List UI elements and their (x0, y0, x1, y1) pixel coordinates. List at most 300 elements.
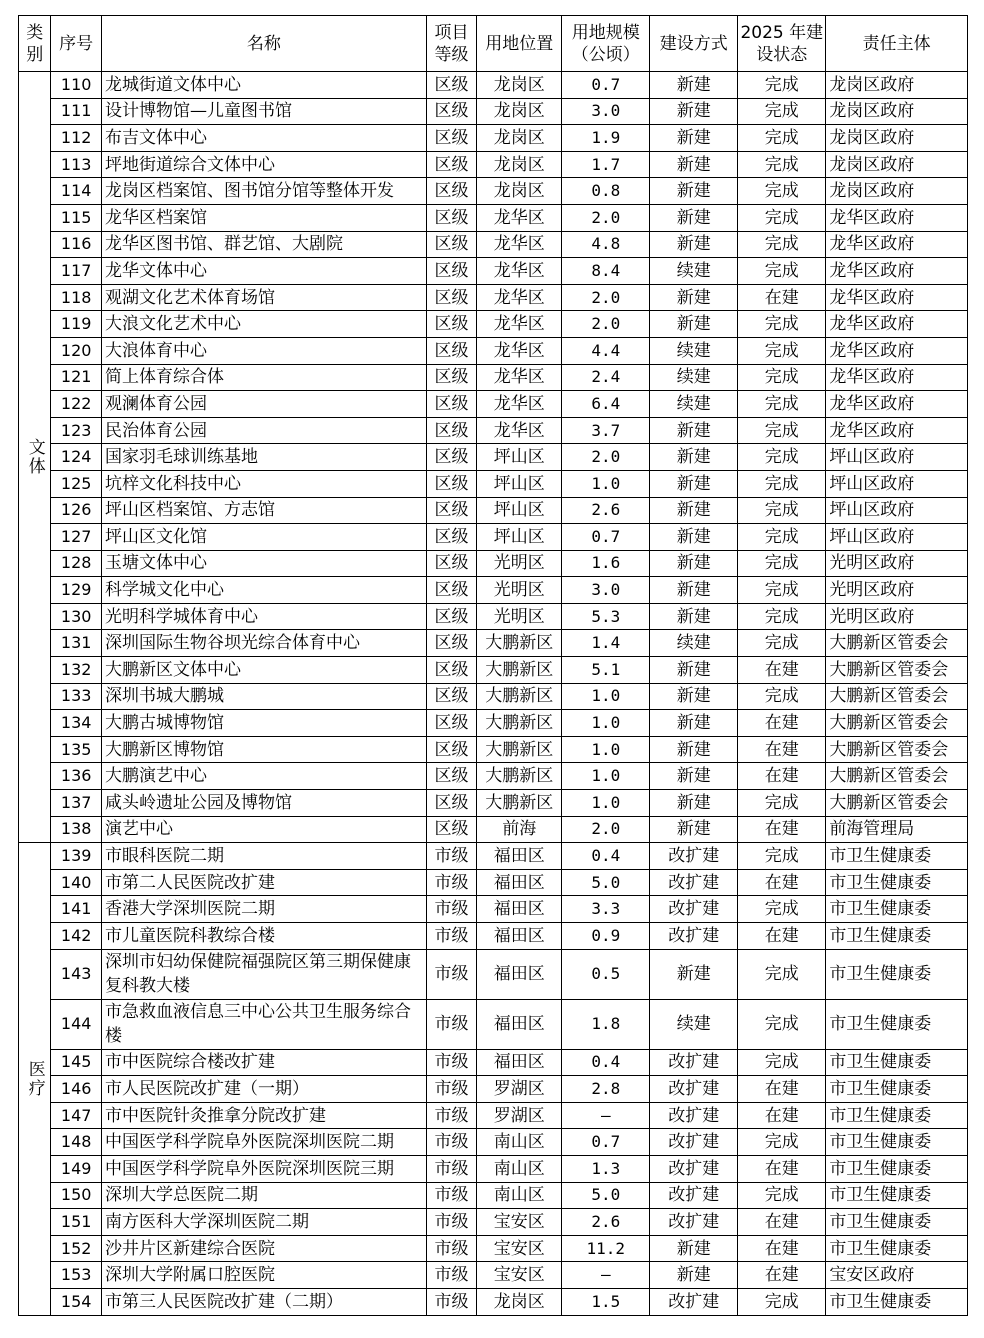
name-cell: 观湖文化艺术体育场馆 (101, 284, 426, 311)
table-row (19, 98, 968, 125)
location-cell: 光明区 (477, 577, 562, 604)
table-row (19, 790, 968, 817)
table-row (19, 1288, 968, 1315)
level-cell: 市级 (426, 843, 477, 870)
owner-cell: 大鹏新区管委会 (826, 736, 968, 763)
scale-cell: 5.0 (562, 1182, 650, 1209)
method-cell: 新建 (650, 736, 738, 763)
name-cell: 市中医院综合楼改扩建 (101, 1049, 426, 1076)
method-cell: 新建 (650, 125, 738, 152)
seq-cell: 149 (51, 1155, 102, 1182)
seq-cell: 145 (51, 1049, 102, 1076)
method-cell: 新建 (650, 417, 738, 444)
seq-cell: 125 (51, 470, 102, 497)
owner-cell: 市卫生健康委 (826, 1076, 968, 1103)
name-cell: 沙井片区新建综合医院 (101, 1235, 426, 1262)
method-cell: 新建 (650, 284, 738, 311)
method-cell: 新建 (650, 657, 738, 684)
level-cell: 区级 (426, 497, 477, 524)
header-method: 建设方式 (650, 16, 738, 72)
name-cell: 坪山区档案馆、方志馆 (101, 497, 426, 524)
location-cell: 坪山区 (477, 497, 562, 524)
scale-cell: 3.0 (562, 98, 650, 125)
level-cell: 区级 (426, 151, 477, 178)
table-row (19, 1102, 968, 1129)
table-row (19, 231, 968, 258)
status-cell: 在建 (738, 869, 826, 896)
table-row (19, 923, 968, 950)
name-cell: 市第三人民医院改扩建（二期） (101, 1288, 426, 1315)
location-cell: 光明区 (477, 550, 562, 577)
scale-cell: 2.0 (562, 444, 650, 471)
seq-cell: 121 (51, 364, 102, 391)
owner-cell: 龙华区政府 (826, 258, 968, 285)
scale-cell: 2.0 (562, 311, 650, 338)
method-cell: 新建 (650, 151, 738, 178)
name-cell: 龙华区档案馆 (101, 204, 426, 231)
scale-cell: 5.0 (562, 869, 650, 896)
status-cell: 在建 (738, 816, 826, 843)
owner-cell: 坪山区政府 (826, 497, 968, 524)
location-cell: 龙岗区 (477, 1288, 562, 1315)
scale-cell: 2.4 (562, 364, 650, 391)
status-cell: 完成 (738, 417, 826, 444)
location-cell: 龙华区 (477, 311, 562, 338)
owner-cell: 市卫生健康委 (826, 1129, 968, 1156)
scale-cell: 1.0 (562, 763, 650, 790)
header-name: 名称 (101, 16, 426, 72)
method-cell: 续建 (650, 364, 738, 391)
name-cell: 大鹏新区文体中心 (101, 657, 426, 684)
location-cell: 福田区 (477, 896, 562, 923)
name-cell: 市第二人民医院改扩建 (101, 869, 426, 896)
name-cell: 玉塘文体中心 (101, 550, 426, 577)
table-row (19, 1262, 968, 1289)
table-row (19, 603, 968, 630)
method-cell: 改扩建 (650, 896, 738, 923)
method-cell: 改扩建 (650, 1155, 738, 1182)
header-status: 2025 年建设状态 (738, 16, 826, 72)
method-cell: 续建 (650, 258, 738, 285)
status-cell: 完成 (738, 630, 826, 657)
owner-cell: 龙华区政府 (826, 284, 968, 311)
status-cell: 完成 (738, 1288, 826, 1315)
location-cell: 宝安区 (477, 1235, 562, 1262)
method-cell: 新建 (650, 790, 738, 817)
scale-cell: — (562, 1102, 650, 1129)
owner-cell: 龙岗区政府 (826, 72, 968, 99)
location-cell: 光明区 (477, 603, 562, 630)
status-cell: 完成 (738, 204, 826, 231)
status-cell: 完成 (738, 391, 826, 418)
table-row (19, 896, 968, 923)
location-cell: 龙华区 (477, 391, 562, 418)
level-cell: 区级 (426, 178, 477, 205)
status-cell: 完成 (738, 151, 826, 178)
seq-cell: 126 (51, 497, 102, 524)
seq-cell: 122 (51, 391, 102, 418)
location-cell: 宝安区 (477, 1209, 562, 1236)
owner-cell: 大鹏新区管委会 (826, 710, 968, 737)
name-cell: 市人民医院改扩建（一期） (101, 1076, 426, 1103)
scale-cell: 0.4 (562, 843, 650, 870)
method-cell: 改扩建 (650, 843, 738, 870)
name-cell: 坪山区文化馆 (101, 524, 426, 551)
table-row (19, 417, 968, 444)
table-row (19, 869, 968, 896)
status-cell: 在建 (738, 710, 826, 737)
scale-cell: 3.3 (562, 896, 650, 923)
method-cell: 新建 (650, 816, 738, 843)
owner-cell: 市卫生健康委 (826, 999, 968, 1049)
location-cell: 坪山区 (477, 524, 562, 551)
table-row (19, 72, 968, 99)
table-row (19, 178, 968, 205)
status-cell: 在建 (738, 1209, 826, 1236)
method-cell: 续建 (650, 337, 738, 364)
status-cell: 完成 (738, 603, 826, 630)
owner-cell: 龙岗区政府 (826, 151, 968, 178)
seq-cell: 138 (51, 816, 102, 843)
project-table-container (18, 15, 968, 1316)
scale-cell: 5.1 (562, 657, 650, 684)
owner-cell: 大鹏新区管委会 (826, 763, 968, 790)
method-cell: 改扩建 (650, 869, 738, 896)
name-cell: 大浪体育中心 (101, 337, 426, 364)
owner-cell: 龙岗区政府 (826, 125, 968, 152)
name-cell: 坑梓文化科技中心 (101, 470, 426, 497)
level-cell: 区级 (426, 470, 477, 497)
method-cell: 新建 (650, 710, 738, 737)
method-cell: 新建 (650, 178, 738, 205)
name-cell: 咸头岭遗址公园及博物馆 (101, 790, 426, 817)
name-cell: 大鹏演艺中心 (101, 763, 426, 790)
method-cell: 新建 (650, 603, 738, 630)
location-cell: 龙华区 (477, 231, 562, 258)
location-cell: 宝安区 (477, 1262, 562, 1289)
name-cell: 深圳国际生物谷坝光综合体育中心 (101, 630, 426, 657)
name-cell: 深圳大学附属口腔医院 (101, 1262, 426, 1289)
name-cell: 大鹏新区博物馆 (101, 736, 426, 763)
level-cell: 市级 (426, 1155, 477, 1182)
table-row (19, 1155, 968, 1182)
location-cell: 龙岗区 (477, 72, 562, 99)
name-cell: 龙城街道文体中心 (101, 72, 426, 99)
status-cell: 完成 (738, 337, 826, 364)
status-cell: 完成 (738, 1182, 826, 1209)
status-cell: 在建 (738, 657, 826, 684)
seq-cell: 146 (51, 1076, 102, 1103)
status-cell: 完成 (738, 683, 826, 710)
location-cell: 龙华区 (477, 364, 562, 391)
location-cell: 龙岗区 (477, 98, 562, 125)
header-scale: 用地规模（公顷） (562, 16, 650, 72)
location-cell: 龙华区 (477, 258, 562, 285)
table-body (19, 72, 968, 1316)
level-cell: 区级 (426, 816, 477, 843)
name-cell: 南方医科大学深圳医院二期 (101, 1209, 426, 1236)
owner-cell: 龙华区政府 (826, 417, 968, 444)
name-cell: 国家羽毛球训练基地 (101, 444, 426, 471)
seq-cell: 147 (51, 1102, 102, 1129)
seq-cell: 141 (51, 896, 102, 923)
scale-cell: 2.6 (562, 1209, 650, 1236)
owner-cell: 坪山区政府 (826, 444, 968, 471)
table-row (19, 999, 968, 1049)
category-cell: 文体 (19, 72, 51, 843)
scale-cell: 1.7 (562, 151, 650, 178)
status-cell: 完成 (738, 258, 826, 285)
level-cell: 区级 (426, 603, 477, 630)
name-cell: 布吉文体中心 (101, 125, 426, 152)
level-cell: 市级 (426, 1209, 477, 1236)
level-cell: 市级 (426, 1129, 477, 1156)
table-row (19, 1182, 968, 1209)
scale-cell: 1.0 (562, 683, 650, 710)
status-cell: 完成 (738, 497, 826, 524)
owner-cell: 市卫生健康委 (826, 1288, 968, 1315)
method-cell: 新建 (650, 683, 738, 710)
name-cell: 坪地街道综合文体中心 (101, 151, 426, 178)
level-cell: 市级 (426, 869, 477, 896)
project-table (18, 15, 968, 1316)
level-cell: 区级 (426, 577, 477, 604)
level-cell: 市级 (426, 1235, 477, 1262)
location-cell: 龙华区 (477, 204, 562, 231)
owner-cell: 光明区政府 (826, 577, 968, 604)
name-cell: 光明科学城体育中心 (101, 603, 426, 630)
seq-cell: 119 (51, 311, 102, 338)
scale-cell: 1.4 (562, 630, 650, 657)
level-cell: 市级 (426, 1076, 477, 1103)
owner-cell: 市卫生健康委 (826, 1102, 968, 1129)
seq-cell: 151 (51, 1209, 102, 1236)
header-category: 类别 (19, 16, 51, 72)
level-cell: 区级 (426, 683, 477, 710)
scale-cell: 11.2 (562, 1235, 650, 1262)
table-row (19, 470, 968, 497)
location-cell: 南山区 (477, 1182, 562, 1209)
status-cell: 在建 (738, 736, 826, 763)
status-cell: 在建 (738, 1262, 826, 1289)
seq-cell: 142 (51, 923, 102, 950)
scale-cell: 0.7 (562, 524, 650, 551)
owner-cell: 光明区政府 (826, 603, 968, 630)
scale-cell: 6.4 (562, 391, 650, 418)
level-cell: 区级 (426, 204, 477, 231)
seq-cell: 129 (51, 577, 102, 604)
table-row (19, 284, 968, 311)
scale-cell: 8.4 (562, 258, 650, 285)
status-cell: 完成 (738, 231, 826, 258)
status-cell: 完成 (738, 470, 826, 497)
method-cell: 新建 (650, 444, 738, 471)
scale-cell: — (562, 1262, 650, 1289)
location-cell: 罗湖区 (477, 1102, 562, 1129)
table-row (19, 949, 968, 999)
location-cell: 龙华区 (477, 417, 562, 444)
owner-cell: 市卫生健康委 (826, 1235, 968, 1262)
owner-cell: 市卫生健康委 (826, 1209, 968, 1236)
owner-cell: 坪山区政府 (826, 524, 968, 551)
status-cell: 完成 (738, 577, 826, 604)
level-cell: 区级 (426, 284, 477, 311)
method-cell: 改扩建 (650, 1102, 738, 1129)
seq-cell: 154 (51, 1288, 102, 1315)
category-cell: 医疗 (19, 843, 51, 1315)
name-cell: 市中医院针灸推拿分院改扩建 (101, 1102, 426, 1129)
seq-cell: 113 (51, 151, 102, 178)
location-cell: 大鹏新区 (477, 630, 562, 657)
name-cell: 民治体育公园 (101, 417, 426, 444)
header-seq: 序号 (51, 16, 102, 72)
table-row (19, 258, 968, 285)
table-row (19, 1209, 968, 1236)
table-row (19, 736, 968, 763)
owner-cell: 光明区政府 (826, 550, 968, 577)
name-cell: 龙华文体中心 (101, 258, 426, 285)
status-cell: 在建 (738, 763, 826, 790)
status-cell: 完成 (738, 790, 826, 817)
status-cell: 完成 (738, 896, 826, 923)
seq-cell: 130 (51, 603, 102, 630)
level-cell: 区级 (426, 417, 477, 444)
method-cell: 续建 (650, 999, 738, 1049)
header-level: 项目等级 (426, 16, 477, 72)
owner-cell: 大鹏新区管委会 (826, 683, 968, 710)
status-cell: 完成 (738, 72, 826, 99)
level-cell: 区级 (426, 790, 477, 817)
method-cell: 新建 (650, 311, 738, 338)
header-owner: 责任主体 (826, 16, 968, 72)
scale-cell: 1.0 (562, 790, 650, 817)
location-cell: 福田区 (477, 843, 562, 870)
owner-cell: 龙华区政府 (826, 364, 968, 391)
scale-cell: 0.9 (562, 923, 650, 950)
name-cell: 中国医学科学院阜外医院深圳医院三期 (101, 1155, 426, 1182)
table-row (19, 337, 968, 364)
method-cell: 新建 (650, 1262, 738, 1289)
seq-cell: 127 (51, 524, 102, 551)
seq-cell: 140 (51, 869, 102, 896)
scale-cell: 0.5 (562, 949, 650, 999)
status-cell: 完成 (738, 364, 826, 391)
level-cell: 区级 (426, 630, 477, 657)
level-cell: 市级 (426, 1102, 477, 1129)
seq-cell: 111 (51, 98, 102, 125)
header-row (19, 16, 968, 72)
status-cell: 在建 (738, 923, 826, 950)
seq-cell: 137 (51, 790, 102, 817)
location-cell: 大鹏新区 (477, 657, 562, 684)
owner-cell: 市卫生健康委 (826, 923, 968, 950)
owner-cell: 龙华区政府 (826, 337, 968, 364)
method-cell: 新建 (650, 204, 738, 231)
scale-cell: 1.0 (562, 470, 650, 497)
method-cell: 改扩建 (650, 1209, 738, 1236)
name-cell: 深圳大学总医院二期 (101, 1182, 426, 1209)
location-cell: 龙华区 (477, 337, 562, 364)
level-cell: 市级 (426, 999, 477, 1049)
location-cell: 大鹏新区 (477, 683, 562, 710)
owner-cell: 龙华区政府 (826, 204, 968, 231)
method-cell: 改扩建 (650, 1129, 738, 1156)
level-cell: 市级 (426, 1288, 477, 1315)
level-cell: 区级 (426, 72, 477, 99)
level-cell: 市级 (426, 896, 477, 923)
method-cell: 新建 (650, 497, 738, 524)
scale-cell: 1.8 (562, 999, 650, 1049)
table-row (19, 550, 968, 577)
method-cell: 改扩建 (650, 1182, 738, 1209)
table-row (19, 311, 968, 338)
seq-cell: 115 (51, 204, 102, 231)
seq-cell: 128 (51, 550, 102, 577)
location-cell: 罗湖区 (477, 1076, 562, 1103)
level-cell: 区级 (426, 736, 477, 763)
name-cell: 市眼科医院二期 (101, 843, 426, 870)
table-row (19, 1076, 968, 1103)
level-cell: 区级 (426, 364, 477, 391)
method-cell: 新建 (650, 763, 738, 790)
method-cell: 改扩建 (650, 1076, 738, 1103)
owner-cell: 市卫生健康委 (826, 1155, 968, 1182)
seq-cell: 124 (51, 444, 102, 471)
status-cell: 完成 (738, 125, 826, 152)
table-row (19, 204, 968, 231)
table-row (19, 1235, 968, 1262)
level-cell: 市级 (426, 1262, 477, 1289)
table-row (19, 577, 968, 604)
status-cell: 完成 (738, 444, 826, 471)
owner-cell: 市卫生健康委 (826, 896, 968, 923)
owner-cell: 宝安区政府 (826, 1262, 968, 1289)
scale-cell: 1.6 (562, 550, 650, 577)
seq-cell: 117 (51, 258, 102, 285)
owner-cell: 龙岗区政府 (826, 98, 968, 125)
level-cell: 区级 (426, 231, 477, 258)
owner-cell: 市卫生健康委 (826, 949, 968, 999)
scale-cell: 0.7 (562, 1129, 650, 1156)
level-cell: 市级 (426, 1182, 477, 1209)
location-cell: 福田区 (477, 1049, 562, 1076)
owner-cell: 龙华区政府 (826, 391, 968, 418)
scale-cell: 2.0 (562, 816, 650, 843)
status-cell: 完成 (738, 550, 826, 577)
name-cell: 设计博物馆—儿童图书馆 (101, 98, 426, 125)
seq-cell: 144 (51, 999, 102, 1049)
status-cell: 完成 (738, 524, 826, 551)
table-row (19, 683, 968, 710)
scale-cell: 3.0 (562, 577, 650, 604)
scale-cell: 2.0 (562, 204, 650, 231)
seq-cell: 143 (51, 949, 102, 999)
scale-cell: 2.0 (562, 284, 650, 311)
owner-cell: 前海管理局 (826, 816, 968, 843)
location-cell: 龙岗区 (477, 125, 562, 152)
scale-cell: 1.0 (562, 710, 650, 737)
name-cell: 科学城文化中心 (101, 577, 426, 604)
seq-cell: 118 (51, 284, 102, 311)
level-cell: 区级 (426, 763, 477, 790)
status-cell: 在建 (738, 1155, 826, 1182)
owner-cell: 大鹏新区管委会 (826, 790, 968, 817)
method-cell: 新建 (650, 949, 738, 999)
header-location: 用地位置 (477, 16, 562, 72)
name-cell: 观澜体育公园 (101, 391, 426, 418)
scale-cell: 0.7 (562, 72, 650, 99)
owner-cell: 龙华区政府 (826, 311, 968, 338)
